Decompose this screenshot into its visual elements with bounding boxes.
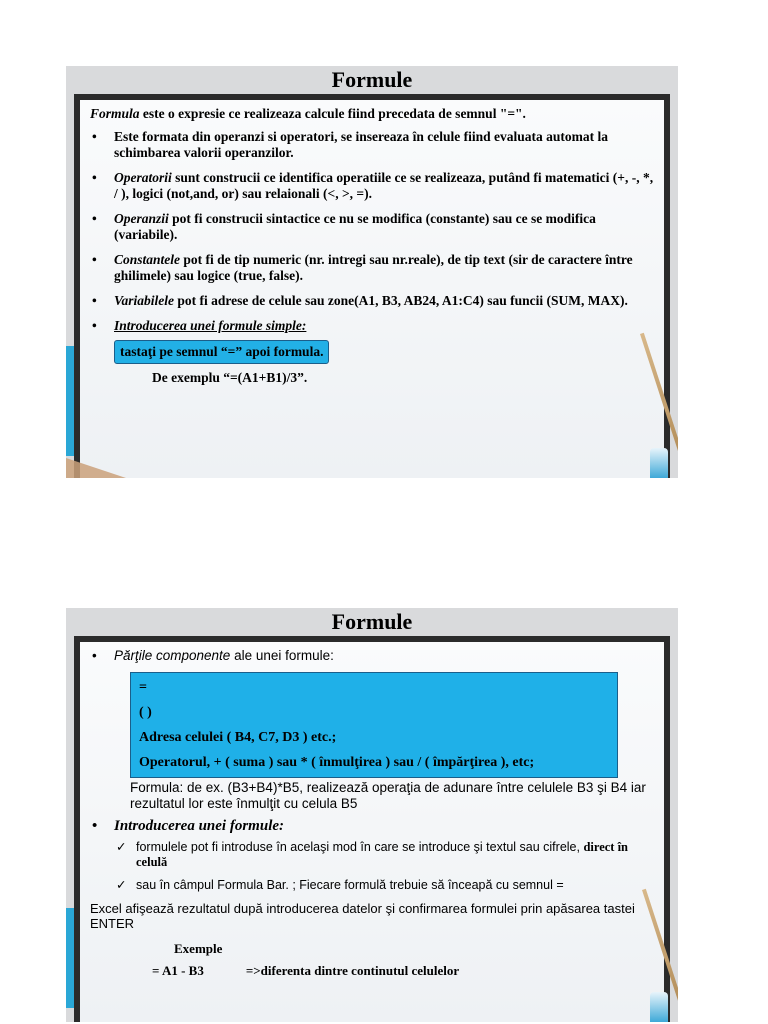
bullet-dot-icon: • bbox=[92, 818, 98, 834]
check-item bbox=[90, 878, 658, 893]
bullet-term: Operanzii bbox=[114, 211, 169, 226]
bullet-text: pot fi construcii sintactice ce nu se modifica (constante) sau ce se modifica (variabile). bbox=[114, 211, 596, 242]
bullet-dot-icon: • bbox=[92, 252, 97, 267]
slide-1 bbox=[66, 66, 678, 478]
slide-2-title: Formule bbox=[331, 609, 413, 634]
decor-blue-strip bbox=[66, 908, 74, 1008]
bullet-item bbox=[90, 293, 654, 309]
bullet-item bbox=[90, 318, 654, 334]
example-row bbox=[152, 963, 658, 979]
checkmark-icon: ✓ bbox=[116, 878, 127, 892]
component-item: Adresa celulei ( B4, C7, D3 ) etc.; bbox=[139, 730, 337, 745]
checkmark-icon: ✓ bbox=[116, 840, 127, 854]
bullet-text: pot fi de tip numeric (nr. intregi sau nr.reale), de tip text (sir de caractere între ghilimele) sau logice (true, false). bbox=[114, 252, 633, 283]
bullet-text: sunt construcii ce identifica operatiile ce se realizeaza, putând fi matematici (+, -, *, / ), logici (not,and, or) sau relaionali (<, >, =). bbox=[114, 170, 654, 201]
component-item: = bbox=[139, 680, 147, 695]
bullet-item bbox=[90, 170, 654, 202]
component-item: Operatorul, + ( suma ) sau * ( înmulţirea ) sau / ( împărţirea ), etc; bbox=[139, 755, 535, 770]
bullet-term: Variabilele bbox=[114, 293, 174, 308]
bullet-heading: Introducerea unei formule simple: bbox=[114, 318, 307, 333]
highlight-box: tastaţi pe semnul “=” apoi formula. bbox=[114, 340, 329, 364]
intro-paragraph bbox=[90, 106, 654, 122]
examples-label: Exemple bbox=[174, 941, 223, 956]
bullet-dot-icon: • bbox=[92, 170, 97, 185]
decor-blue-strip bbox=[66, 346, 74, 456]
check-text: sau în câmpul Formula Bar. ; Fiecare formulă trebuie să înceapă cu semnul = bbox=[136, 878, 564, 892]
excel-note: Excel afişează rezultatul după introducerea datelor şi confirmarea formulei prin apăsarea tastei ENTER bbox=[90, 901, 635, 931]
intro-text: este o expresie ce realizeaza calcule fiind precedata de semnul "=". bbox=[139, 106, 526, 121]
slide-1-title: Formule bbox=[331, 67, 413, 92]
example-description: =>diferenta dintre continutul celulelor bbox=[245, 963, 460, 978]
bullet-text: Este formata din operanzi si operatori, se insereaza în celule fiind evaluata automat la schimbarea valorii operanzilor. bbox=[114, 129, 608, 160]
check-item bbox=[90, 840, 658, 870]
decor-corner-shape bbox=[66, 458, 126, 478]
components-box bbox=[130, 672, 618, 778]
formula-note: Formula: de ex. (B3+B4)*B5, realizează operaţia de adunare între celulele B3 şi B4 iar rezultatul lor este înmulţit cu celula B5 bbox=[130, 780, 646, 811]
check-text: formulele pot fi introduse în acelaşi mod în care se introduce şi textul sau cifrele, bbox=[136, 840, 584, 854]
bullet-term: Operatorii bbox=[114, 170, 172, 185]
bullet-term: Părţile componente bbox=[114, 648, 231, 663]
bullet-heading: Introducerea unei formule: bbox=[114, 818, 285, 834]
check-text-bold: direct în celulă bbox=[136, 840, 629, 869]
bullet-item bbox=[90, 252, 654, 284]
ink-bottle-icon bbox=[650, 992, 668, 1022]
bullet-item bbox=[90, 129, 654, 161]
bullet-text: pot fi adrese de celule sau zone(A1, B3, AB24, A1:C4) sau funcii (SUM, MAX). bbox=[174, 293, 628, 308]
bullet-dot-icon: • bbox=[92, 211, 97, 226]
bullet-item bbox=[90, 818, 658, 834]
example-formula: = A1 - B3 bbox=[152, 963, 204, 978]
example-text: De exemplu “=(A1+B1)/3”. bbox=[152, 370, 308, 385]
bullet-item bbox=[90, 648, 658, 664]
bullet-dot-icon: • bbox=[92, 648, 97, 663]
bullet-term: Constantele bbox=[114, 252, 181, 267]
slide-1-content bbox=[90, 106, 654, 386]
bullet-text: ale unei formule: bbox=[230, 648, 334, 663]
bullet-dot-icon: • bbox=[92, 293, 97, 308]
slide-2-content bbox=[90, 648, 658, 979]
bullet-dot-icon: • bbox=[92, 129, 97, 144]
bullet-dot-icon: • bbox=[92, 318, 97, 333]
slide-2 bbox=[66, 608, 678, 1022]
bullet-item bbox=[90, 211, 654, 243]
intro-term: Formula bbox=[90, 106, 140, 121]
component-item: ( ) bbox=[139, 705, 152, 720]
ink-bottle-icon bbox=[650, 448, 668, 478]
